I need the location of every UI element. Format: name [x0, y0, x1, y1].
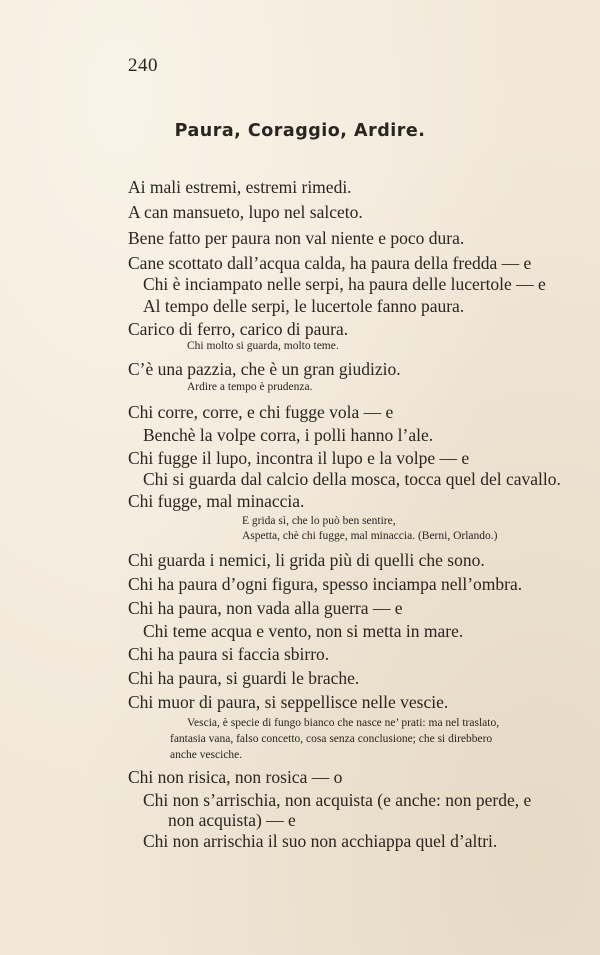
note-line: E grida sì, che lo può ben sentire, [242, 515, 396, 527]
proverb-line: Ai mali estremi, estremi rimedi. [128, 177, 352, 197]
proverb-line: A can mansueto, lupo nel salceto. [128, 202, 363, 222]
proverb-line: Chi fugge il lupo, incontra il lupo e la volpe — e [128, 448, 470, 468]
note-line: Ardire a tempo è prudenza. [187, 381, 313, 393]
proverb-line: Benchè la volpe corra, i polli hanno l’ale. [143, 425, 434, 445]
section-heading: Paura, Coraggio, Ardire. [174, 121, 426, 141]
proverb-line: Chi ha paura, si guardi le brache. [128, 668, 360, 688]
note-line: fantasia vana, falso concetto, cosa senza conclusione; che si direbbero [170, 733, 493, 745]
proverb-line: Chi fugge, mal minaccia. [128, 491, 305, 511]
note-line: Chi molto si guarda, molto teme. [187, 340, 339, 352]
page-number: 240 [128, 55, 158, 76]
proverb-line: Al tempo delle serpi, le lucertole fanno paura. [143, 296, 465, 316]
proverb-line: Bene fatto per paura non val niente e poco dura. [128, 228, 465, 248]
proverb-line: non acquista) — e [168, 810, 296, 830]
proverb-line: Cane scottato dall’acqua calda, ha paura della fredda — e [128, 253, 532, 273]
proverb-line: Chi teme acqua e vento, non si metta in mare. [143, 621, 464, 641]
proverb-line: Chi non arrischia il suo non acchiappa quel d’altri. [143, 831, 498, 851]
proverb-line: Chi ha paura, non vada alla guerra — e [128, 598, 403, 618]
proverb-line: Chi non risica, non rosica — o [128, 767, 343, 787]
proverb-line: Chi ha paura si faccia sbirro. [128, 644, 330, 664]
proverb-line: Chi non s’arrischia, non acquista (e anche: non perde, e [143, 790, 532, 810]
note-line: Vescia, è specie di fungo bianco che nasce ne’ prati: ma nel traslato, [187, 717, 500, 729]
proverb-line: Carico di ferro, carico di paura. [128, 319, 349, 339]
proverb-line: Chi muor di paura, si seppellisce nelle vescie. [128, 692, 449, 712]
note-line: Aspetta, chè chi fugge, mal minaccia. (Berni, Orlando.) [242, 530, 498, 542]
note-line: anche vesciche. [170, 749, 243, 761]
proverb-line: Chi ha paura d’ogni figura, spesso inciampa nell’ombra. [128, 574, 523, 594]
proverb-line: C’è una pazzia, che è un gran giudizio. [128, 359, 401, 379]
proverb-line: Chi è inciampato nelle serpi, ha paura delle lucertole — e [143, 274, 546, 294]
proverb-line: Chi si guarda dal calcio della mosca, tocca quel del cavallo. [143, 469, 561, 489]
proverb-line: Chi guarda i nemici, li grida più di quelli che sono. [128, 550, 485, 570]
proverb-line: Chi corre, corre, e chi fugge vola — e [128, 402, 394, 422]
